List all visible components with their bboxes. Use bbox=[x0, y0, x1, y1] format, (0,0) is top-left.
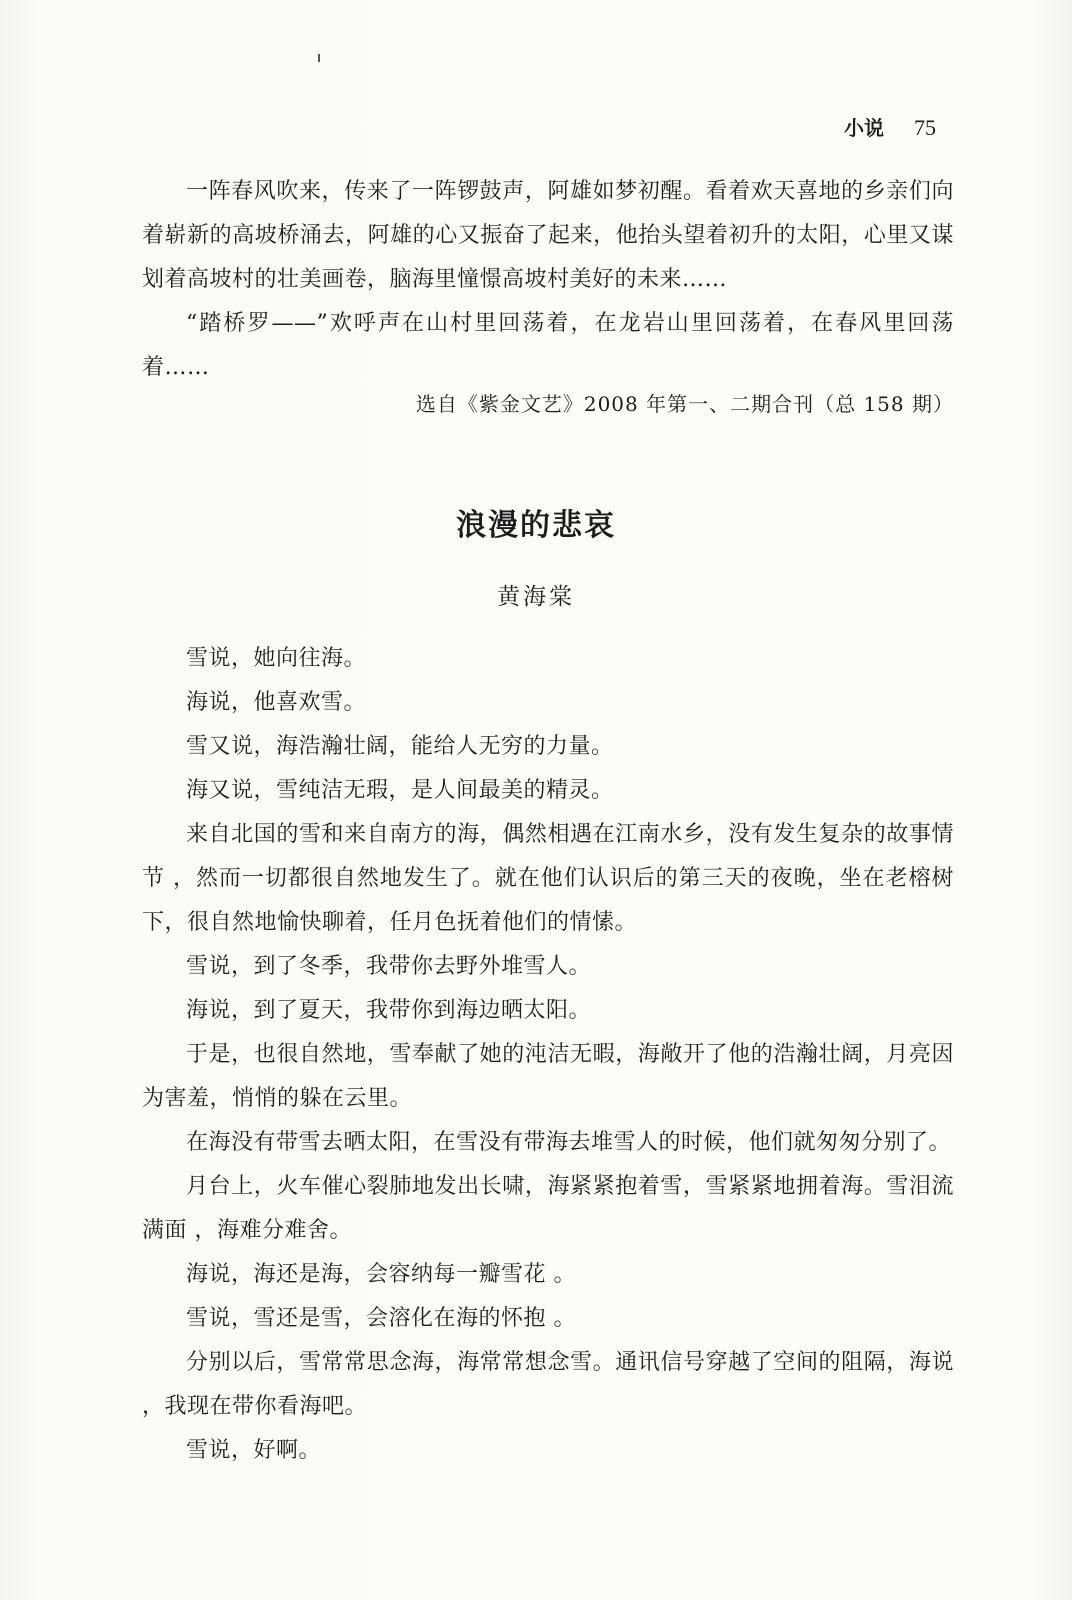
section-name: 小说 bbox=[844, 116, 884, 140]
paragraph: 海说，到了夏天，我带你到海边晒太阳。 bbox=[186, 998, 592, 1023]
running-head bbox=[844, 112, 936, 141]
paragraph: 月台上，火车催心裂肺地发出长啸，海紧紧抱着雪，雪紧紧地拥着海。雪泪流满面 ，海难分难舍。 bbox=[142, 1174, 954, 1243]
paragraph: 来自北国的雪和来自南方的海，偶然相遇在江南水乡，没有发生复杂的故事情节 ，然而一切都很自然地发生了。就在他们认识后的第三天的夜晚，坐在老榕树下，很自然地愉快聊着，任月色抚着他们的情愫。 bbox=[142, 822, 954, 935]
paragraph: 于是，也很自然地，雪奉献了她的沌洁无暇，海敞开了他的浩瀚壮阔，月亮因为害羞，悄悄的躲在云里。 bbox=[142, 1042, 954, 1111]
source-citation: 选自《紫金文艺》2008 年第一、二期合刊（总 158 期） bbox=[415, 392, 954, 416]
paragraph: 雪说，好啊。 bbox=[186, 1438, 322, 1463]
paragraph: 雪说，她向往海。 bbox=[186, 646, 367, 671]
previous-story-ending bbox=[142, 170, 954, 390]
scan-speck bbox=[318, 54, 320, 62]
paragraph: 一阵春风吹来，传来了一阵锣鼓声，阿雄如梦初醒。看着欢天喜地的乡亲们向着崭新的高坡桥涌去，阿雄的心又振奋了起来，他抬头望着初升的太阳，心里又谋划着高坡村的壮美画卷，脑海里憧憬高坡村美好的未来…… bbox=[142, 179, 954, 292]
paragraph: 分别以后，雪常常思念海，海常常想念雪。通讯信号穿越了空间的阻隔，海说 ，我现在带你看海吧。 bbox=[142, 1350, 954, 1419]
paragraph: 在海没有带雪去晒太阳，在雪没有带海去堆雪人的时候，他们就匆匆分别了。 bbox=[186, 1130, 952, 1155]
story-title: 浪漫的悲哀 bbox=[456, 508, 616, 543]
paragraph: 雪又说，海浩瀚壮阔，能给人无穷的力量。 bbox=[186, 734, 614, 759]
page-number: 75 bbox=[914, 115, 936, 140]
paragraph: “踏桥罗——”欢呼声在山村里回荡着，在龙岩山里回荡着，在春风里回荡着…… bbox=[142, 311, 954, 380]
story-body bbox=[142, 637, 954, 1473]
paragraph: 海说，他喜欢雪。 bbox=[186, 690, 367, 715]
paragraph: 雪说，到了冬季，我带你去野外堆雪人。 bbox=[186, 954, 592, 979]
story-author: 黄海棠 bbox=[497, 584, 575, 610]
paragraph: 海说，海还是海，会容纳每一瓣雪花 。 bbox=[186, 1262, 576, 1287]
paragraph: 海又说，雪纯洁无瑕，是人间最美的精灵。 bbox=[186, 778, 614, 803]
paragraph: 雪说，雪还是雪，会溶化在海的怀抱 。 bbox=[186, 1306, 576, 1331]
